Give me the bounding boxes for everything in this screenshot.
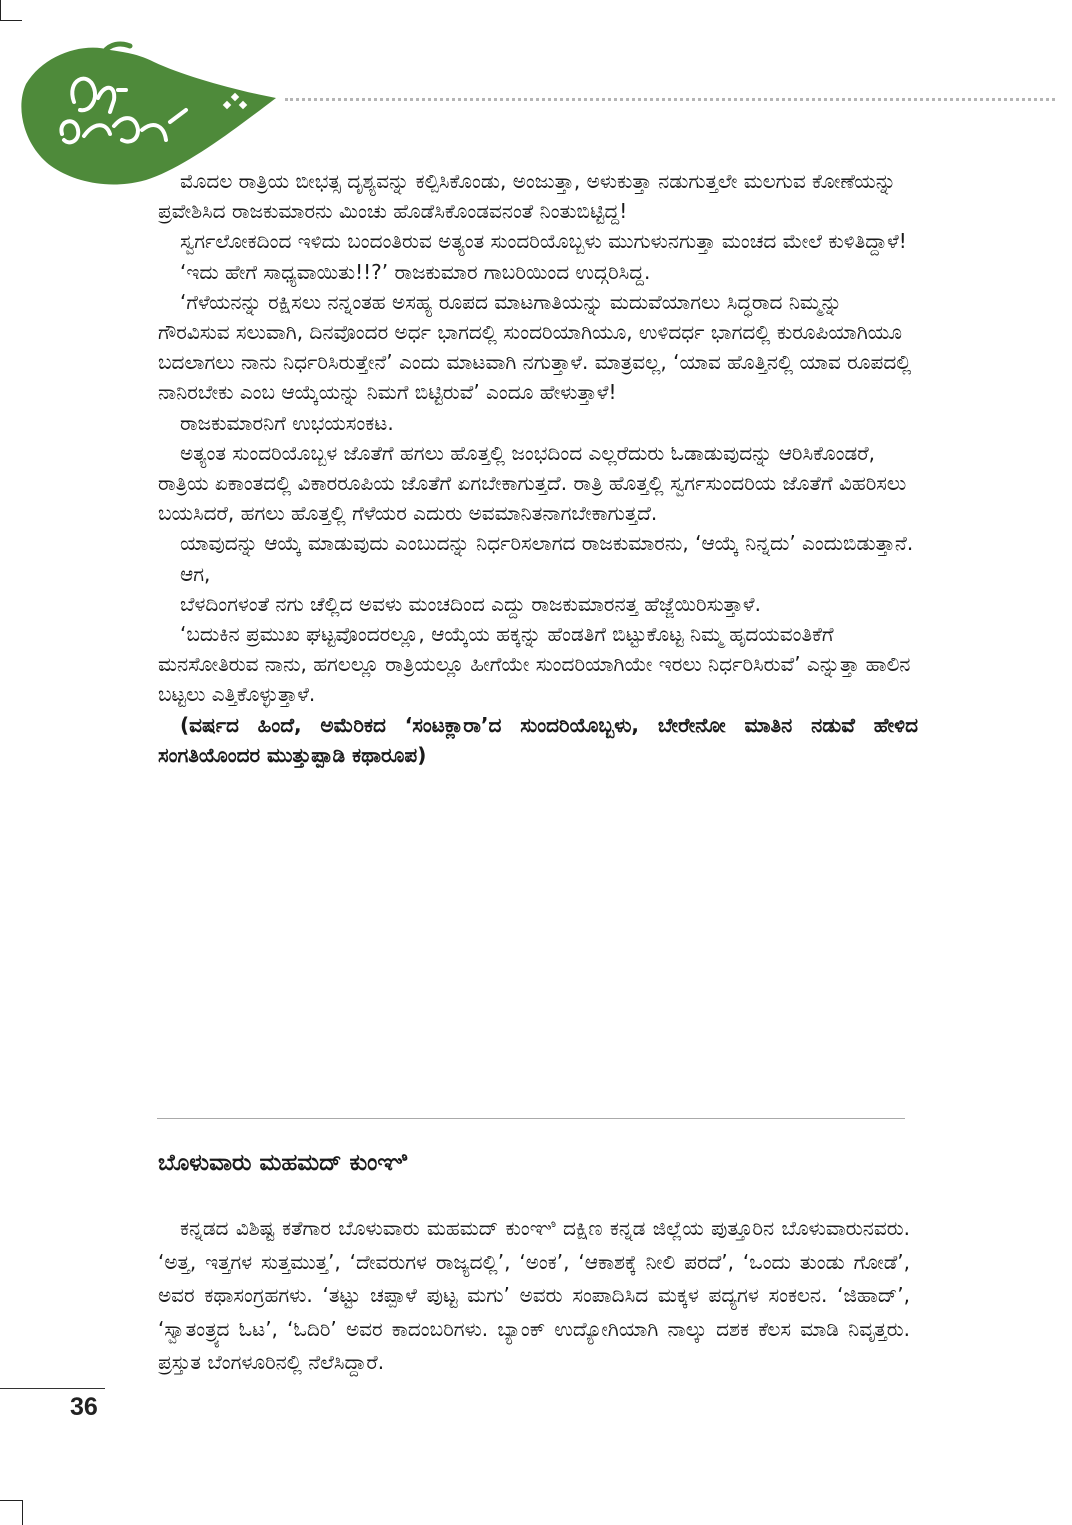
section-divider <box>157 1118 905 1119</box>
story-paragraph: ಅತ್ಯಂತ ಸುಂದರಿಯೊಬ್ಬಳ ಜೊತೆಗೆ ಹಗಲು ಹೊತ್ತಲ್ಲಿ ಜಂಭದಿಂದ ಎಲ್ಲರೆದುರು ಓಡಾಡುವುದನ್ನು ಆರಿಸಿಕೊಂಡರೆ, ರಾತ್ರಿಯ ಏಕಾಂತದಲ್ಲಿ ವಿಕಾರರೂಪಿಯ ಜೊತೆಗೆ ಏಗಬೇಕಾಗುತ್ತದೆ. ರಾತ್ರಿ ಹೊತ್ತಲ್ಲಿ ಸ್ವರ್ಗಸುಂದರಿಯ ಜೊತೆಗೆ ವಿಹರಿಸಲು ಬಯಸಿದರೆ, ಹಗಲು ಹೊತ್ತಲ್ಲಿ ಗೆಳೆಯರ ಎದುರು ಅವಮಾನಿತನಾಗಬೇಕಾಗುತ್ತದೆ. <box>158 440 907 526</box>
story-source-note: (ವರ್ಷದ ಹಿಂದೆ, ಅಮೆರಿಕದ ‘ಸಂಟಕ್ಲಾರಾ’ದ ಸುಂದರಿಯೊಬ್ಬಳು, ಬೇರೇನೋ ಮಾತಿನ ನಡುವೆ ಹೇಳಿದ ಸಂಗತಿಯೊಂದರ ಮುತ್ತುಪ್ಪಾಡಿ ಕಥಾರೂಪ) <box>158 712 918 767</box>
story-paragraph: ಬೆಳದಿಂಗಳಂತೆ ನಗು ಚೆಲ್ಲಿದ ಅವಳು ಮಂಚದಿಂದ ಎದ್ದು ರಾಜಕುಮಾರನತ್ತ ಹೆಜ್ಜೆಯಿರಿಸುತ್ತಾಳೆ. <box>180 591 761 616</box>
page-number-rule <box>0 1388 105 1389</box>
crop-mark <box>0 1500 22 1501</box>
story-paragraph: ಆಗ, <box>180 561 211 586</box>
story-paragraph: ‘ಗೆಳೆಯನನ್ನು ರಕ್ಷಿಸಲು ನನ್ನಂತಹ ಅಸಹ್ಯ ರೂಪದ ಮಾಟಗಾತಿಯನ್ನು ಮದುವೆಯಾಗಲು ಸಿದ್ಧರಾದ ನಿಮ್ಮನ್ನು ಗೌರವಿಸುವ ಸಲುವಾಗಿ, ದಿನವೊಂದರ ಅರ್ಧ ಭಾಗದಲ್ಲಿ ಸುಂದರಿಯಾಗಿಯೂ, ಉಳಿದರ್ಧ ಭಾಗದಲ್ಲಿ ಕುರೂಪಿಯಾಗಿಯೂ ಬದಲಾಗಲು ನಾನು ನಿರ್ಧರಿಸಿರುತ್ತೇನೆ’ ಎಂದು ಮಾಟವಾಗಿ ನಗುತ್ತಾಳೆ. ಮಾತ್ರವಲ್ಲ, ‘ಯಾವ ಹೊತ್ತಿನಲ್ಲಿ ಯಾವ ರೂಪದಲ್ಲಿ ನಾನಿರಬೇಕು ಎಂಬ ಆಯ್ಕೆಯನ್ನು ನಿಮಗೆ ಬಿಟ್ಟಿರುವೆ’ ಎಂದೂ ಹೇಳುತ್ತಾಳೆ! <box>158 289 912 405</box>
story-text <box>158 166 918 770</box>
story-paragraph: ಸ್ವರ್ಗಲೋಕದಿಂದ ಇಳಿದು ಬಂದಂತಿರುವ ಅತ್ಯಂತ ಸುಂದರಿಯೊಬ್ಬಳು ಮುಗುಳುನಗುತ್ತಾ ಮಂಚದ ಮೇಲೆ ಕುಳಿತಿದ್ದಾಳೆ! <box>180 229 907 254</box>
crop-mark <box>22 1500 23 1525</box>
crop-mark <box>0 0 1 20</box>
page-number: 36 <box>70 1393 98 1421</box>
header-dotted-line <box>285 98 1055 101</box>
story-paragraph: ‘ಇದು ಹೇಗೆ ಸಾಧ್ಯವಾಯಿತು!!?’ ರಾಜಕುಮಾರ ಗಾಬರಿಯಿಂದ ಉದ್ಗರಿಸಿದ್ದ. <box>180 259 651 284</box>
story-paragraph: ಮೊದಲ ರಾತ್ರಿಯ ಬೀಭತ್ಸ ದೃಶ್ಯವನ್ನು ಕಲ್ಪಿಸಿಕೊಂಡು, ಅಂಜುತ್ತಾ, ಅಳುಕುತ್ತಾ ನಡುಗುತ್ತಲೇ ಮಲಗುವ ಕೋಣೆಯನ್ನು ಪ್ರವೇಶಿಸಿದ ರಾಜಕುಮಾರನು ಮಿಂಚು ಹೊಡೆಸಿಕೊಂಡವನಂತೆ ನಿಂತುಬಿಟ್ಟಿದ್ದ! <box>158 169 896 224</box>
author-name-heading: ಬೊಳುವಾರು ಮಹಮದ್ ಕುಂಞಿ <box>158 1150 408 1176</box>
story-paragraph: ಯಾವುದನ್ನು ಆಯ್ಕೆ ಮಾಡುವುದು ಎಂಬುದನ್ನು ನಿರ್ಧರಿಸಲಾಗದ ರಾಜಕುಮಾರನು, ‘ಆಯ್ಕೆ ನಿನ್ನದು’ ಎಂದುಬಿಡುತ್ತಾನೆ. <box>180 531 914 556</box>
crop-mark <box>0 20 22 21</box>
story-paragraph: ‘ಬದುಕಿನ ಪ್ರಮುಖ ಘಟ್ಟವೊಂದರಲ್ಲೂ, ಆಯ್ಕೆಯ ಹಕ್ಕನ್ನು ಹೆಂಡತಿಗೆ ಬಿಟ್ಟುಕೊಟ್ಟ ನಿಮ್ಮ ಹೃದಯವಂತಿಕೆಗೆ ಮನಸೋತಿರುವ ನಾನು, ಹಗಲಲ್ಲೂ ರಾತ್ರಿಯಲ್ಲೂ ಹೀಗೆಯೇ ಸುಂದರಿಯಾಗಿಯೇ ಇರಲು ನಿರ್ಧರಿಸಿರುವೆ’ ಎನ್ನುತ್ತಾ ಹಾಲಿನ ಬಟ್ಟಲು ಎತ್ತಿಕೊಳ್ಳುತ್ತಾಳೆ. <box>158 622 911 707</box>
story-paragraph: ರಾಜಕುಮಾರನಿಗೆ ಉಭಯಸಂಕಟ. <box>180 410 394 435</box>
author-bio: ಕನ್ನಡದ ವಿಶಿಷ್ಟ ಕತೆಗಾರ ಬೊಳುವಾರು ಮಹಮದ್ ಕುಂಞಿ ದಕ್ಷಿಣ ಕನ್ನಡ ಜಿಲ್ಲೆಯ ಪುತ್ತೂರಿನ ಬೊಳುವಾರುನವರು. ‘ಅತ್ತ, ಇತ್ತಗಳ ಸುತ್ತಮುತ್ತ’, ‘ದೇವರುಗಳ ರಾಜ್ಯದಲ್ಲಿ’, ‘ಅಂಕ’, ‘ಆಕಾಶಕ್ಕೆ ನೀಲಿ ಪರದೆ’, ‘ಒಂದು ತುಂಡು ಗೋಡೆ’, ಅವರ ಕಥಾಸಂಗ್ರಹಗಳು. ‘ತಟ್ಟು ಚಪ್ಪಾಳೆ ಪುಟ್ಟ ಮಗು’ ಅವರು ಸಂಪಾದಿಸಿದ ಮಕ್ಕಳ ಪದ್ಯಗಳ ಸಂಕಲನ. ‘ಜಿಹಾದ್’, ‘ಸ್ವಾತಂತ್ರ್ಯದ ಓಟ’, ‘ಓದಿರಿ’ ಅವರ ಕಾದಂಬರಿಗಳು. ಬ್ಯಾಂಕ್ ಉದ್ಯೋಗಿಯಾಗಿ ನಾಲ್ಕು ದಶಕ ಕೆಲಸ ಮಾಡಿ ನಿವೃತ್ತರು. ಪ್ರಸ್ತುತ ಬೆಂಗಳೂರಿನಲ್ಲಿ ನೆಲೆಸಿದ್ದಾರೆ. <box>158 1216 910 1374</box>
